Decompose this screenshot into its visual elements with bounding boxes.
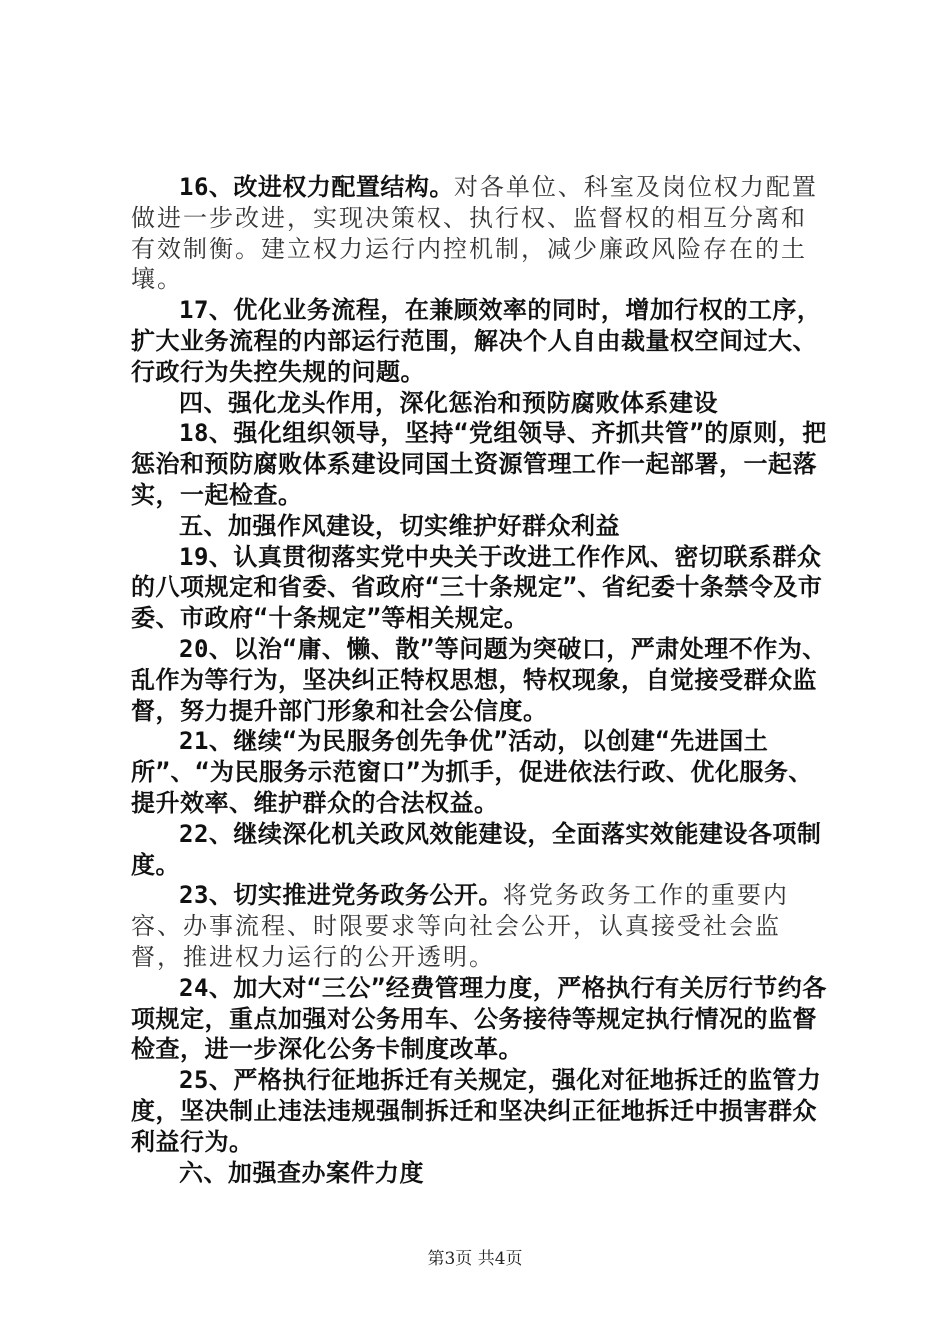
section-heading-5: 五、加强作风建设，切实维护好群众利益 (179, 511, 620, 540)
paragraph-23-body: 将党务政务工作的重要内容、办事流程、时限要求等向社会公开，认真接受社会监督，推进权力运行的公开透明。 (131, 881, 789, 971)
paragraph-18: 18、强化组织领导，坚持“党组领导、齐抓共管”的原则，把惩治和预防腐败体系建设同国土资源管理工作一起部署，一起落实，一起检查。 (131, 419, 827, 509)
paragraph-16-lead: 16、改进权力配置结构。 (179, 173, 454, 201)
paragraph-16-body: 对各单位、科室及岗位权力配置做进一步改进，实现决策权、执行权、监督权的相互分离和有效制衡。建立权力运行内控机制，减少廉政风险存在的土壤。 (131, 173, 818, 294)
paragraph-21: 21、继续“为民服务创先争优”活动，以创建“先进国土所”、“为民服务示范窗口”为抓手，促进依法行政、优化服务、提升效率、维护群众的合法权益。 (131, 727, 813, 817)
paragraph-23-lead: 23、切实推进党务政务公开。 (179, 881, 503, 910)
paragraph-24: 24、加大对“三公”经费管理力度，严格执行有关厉行节约各项规定，重点加强对公务用车、公务接待等规定执行情况的监督检查，进一步深化公务卡制度改革。 (131, 973, 827, 1064)
paragraph-16 (131, 172, 831, 295)
paragraph-17: 17、优化业务流程，在兼顾效率的同时，增加行权的工序，扩大业务流程的内部运行范围，解决个人自由裁量权空间过大、行政行为失控失规的问题。 (131, 296, 822, 386)
paragraph-25: 25、严格执行征地拆迁有关规定，强化对征地拆迁的监管力度，坚决制止违法违规强制拆迁和坚决纠正征地拆迁中损害群众利益行为。 (131, 1066, 822, 1156)
paragraph-23 (131, 880, 831, 972)
paragraph-19: 19、认真贯彻落实党中央关于改进工作作风、密切联系群众的八项规定和省委、省政府“三十条规定”、省纪委十条禁令及市委、市政府“十条规定”等相关规定。 (131, 542, 823, 633)
paragraph-22: 22、继续深化机关政风效能建设，全面落实效能建设各项制度。 (131, 819, 822, 879)
paragraph-20: 20、以治“庸、懒、散”等问题为突破口，严肃处理不作为、乱作为等行为，坚决纠正特权思想，特权现象，自觉接受群众监督，努力提升部门形象和社会公信度。 (131, 634, 827, 725)
section-heading-6: 六、加强查办案件力度 (179, 1158, 424, 1187)
document-body (131, 172, 831, 1188)
section-heading-4: 四、强化龙头作用，深化惩治和预防腐败体系建设 (179, 388, 718, 417)
page-footer: 第3页 共4页 (427, 1249, 523, 1269)
